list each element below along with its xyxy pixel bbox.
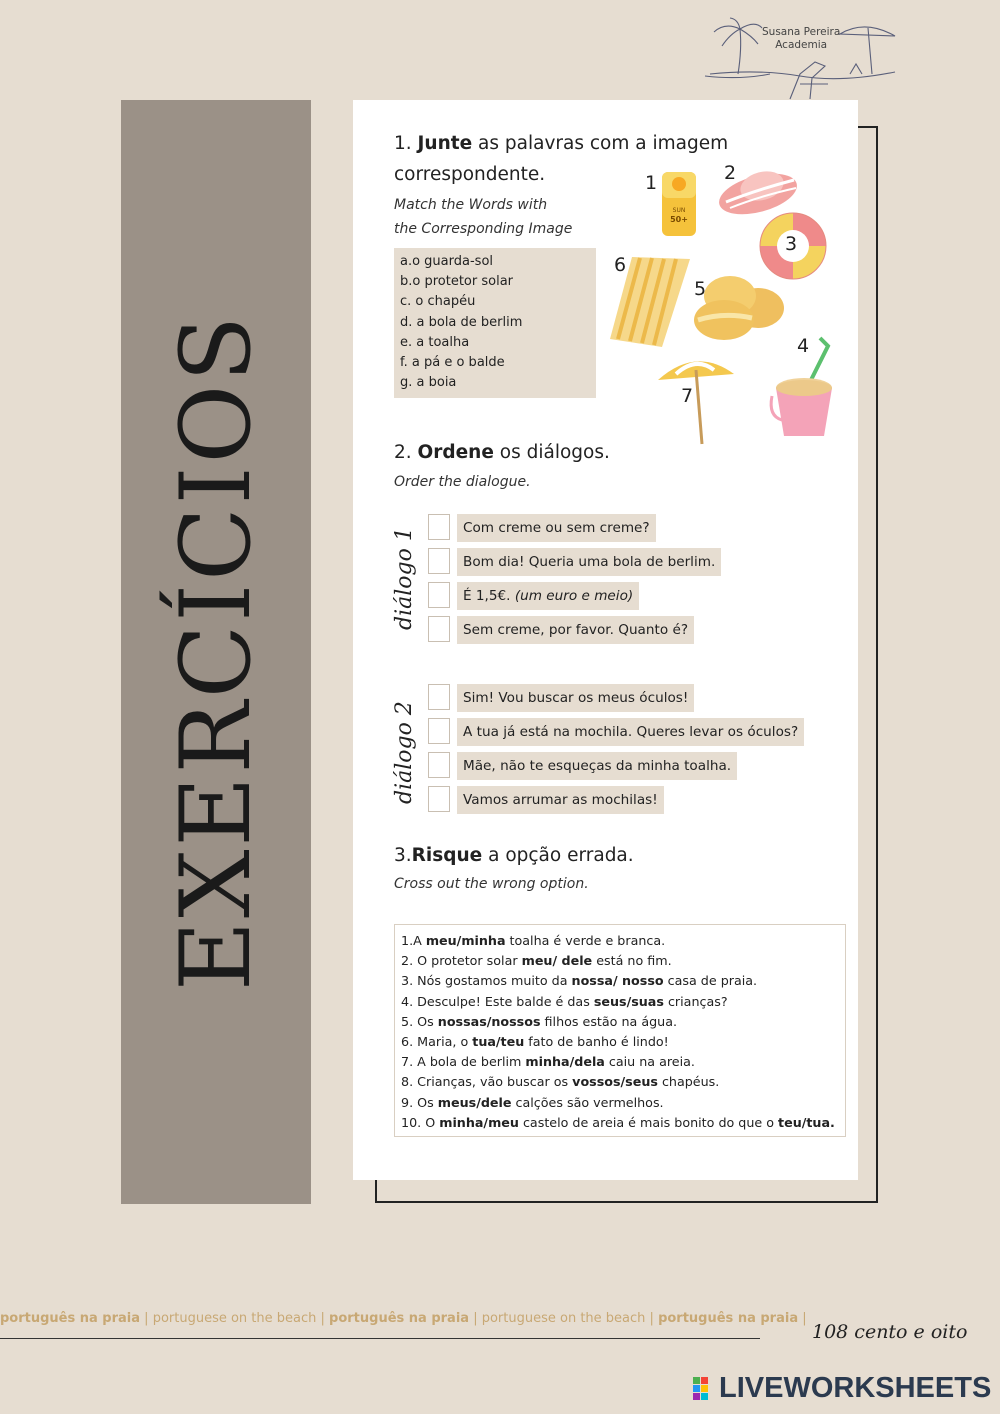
- exercise-3-title-rest: a opção errada.: [482, 845, 634, 866]
- exercise-3-verb: Risque: [411, 845, 483, 866]
- sentence: [401, 1052, 839, 1072]
- picture-number-6: 6: [614, 254, 627, 276]
- exercise-1-number: 1.: [394, 133, 418, 154]
- sentence-text: 1.A: [401, 933, 426, 948]
- sentence-text: 6. Maria, o: [401, 1034, 473, 1050]
- list-item: d. a bola de berlim: [400, 314, 523, 330]
- order-input[interactable]: [428, 718, 450, 744]
- option-pair[interactable]: minha/meu: [439, 1114, 519, 1130]
- bucket-spade-image: [766, 336, 842, 446]
- academy-logo: [700, 14, 900, 104]
- exercise-3-subtitle: Cross out the wrong option.: [394, 876, 589, 892]
- option-pair[interactable]: seus/suas: [593, 993, 664, 1009]
- footer-separator: |: [645, 1311, 659, 1326]
- dialogue-line: Com creme ou sem creme?: [457, 514, 656, 542]
- word-list: [394, 248, 596, 398]
- dialogue-1-label: diálogo 1: [392, 527, 417, 630]
- sentence: [401, 1072, 839, 1092]
- footer-separator: |: [316, 1311, 330, 1326]
- order-input[interactable]: [428, 514, 450, 540]
- sentence: [401, 931, 839, 951]
- sentence-text: está no fim.: [592, 953, 672, 969]
- sentence-text: 2. O protetor solar: [401, 953, 522, 969]
- footer-text: portuguese on the beach: [481, 1311, 646, 1326]
- sentence-text: chapéus.: [657, 1074, 720, 1090]
- exercise-1-subtitle: [394, 193, 624, 241]
- sentence-text: 8. Crianças, vão buscar os: [401, 1074, 573, 1090]
- exercise-2-number: 2.: [394, 442, 418, 463]
- list-item: c. o chapéu: [400, 294, 476, 310]
- dialogue-line: Mãe, não te esqueças da minha toalha.: [457, 752, 737, 780]
- sentence-text: 3. Nós gostamos muito da: [401, 973, 572, 989]
- option-pair[interactable]: meu/ dele: [521, 953, 593, 969]
- logo-name: Susana Pereira: [762, 26, 841, 38]
- sentence-text: 10. O: [401, 1114, 440, 1130]
- sentence-text: 4. Desculpe! Este balde é das: [401, 993, 594, 1009]
- option-pair[interactable]: nossas/nossos: [437, 1013, 541, 1029]
- sentence-box: [394, 924, 846, 1137]
- option-pair[interactable]: minha/dela: [525, 1054, 605, 1070]
- sentence: [401, 971, 839, 991]
- footer-text: português na praia: [658, 1311, 799, 1326]
- dialogue-line: [457, 582, 639, 610]
- picture-number-1: 1: [645, 172, 658, 194]
- sidebar: [121, 100, 311, 1204]
- dialogue-line: Bom dia! Queria uma bola de berlim.: [457, 548, 721, 576]
- sentence-text: 9. Os: [401, 1094, 438, 1110]
- svg-text:SUN: SUN: [672, 207, 686, 214]
- svg-text:50+: 50+: [670, 215, 688, 224]
- sentence: [401, 951, 839, 971]
- dialogue-line: Sim! Vou buscar os meus óculos!: [457, 684, 694, 712]
- option-pair[interactable]: nossa/ nosso: [571, 973, 664, 989]
- order-input[interactable]: [428, 582, 450, 608]
- exercise-1-subtitle-line1: Match the Words with: [394, 197, 548, 213]
- sentence: [401, 1012, 839, 1032]
- footer-divider: [0, 1338, 760, 1339]
- sun-hat-image: [716, 160, 802, 216]
- list-item: f. a pá e o balde: [400, 355, 505, 371]
- sentence-text: 5. Os: [401, 1013, 438, 1029]
- sentence-text: crianças?: [663, 993, 728, 1009]
- order-input[interactable]: [428, 684, 450, 710]
- order-input[interactable]: [428, 786, 450, 812]
- exercise-2-title: [394, 437, 610, 468]
- option-pair[interactable]: vossos/seus: [572, 1074, 658, 1090]
- list-item: b.o protetor solar: [400, 274, 514, 290]
- towel-image: [606, 253, 692, 351]
- sentence: [401, 1093, 839, 1113]
- option-pair[interactable]: tua/teu: [472, 1034, 525, 1050]
- order-input[interactable]: [428, 548, 450, 574]
- order-input[interactable]: [428, 616, 450, 642]
- sentence-text: filhos estão na água.: [540, 1013, 677, 1029]
- beach-umbrella-image: [654, 352, 738, 446]
- order-input[interactable]: [428, 752, 450, 778]
- logo-academy: Academia: [775, 39, 828, 51]
- bola-de-berlim-image: [688, 268, 788, 344]
- exercise-1-subtitle-line2: the Corresponding Image: [394, 221, 573, 237]
- sidebar-title: EXERCÍCIOS: [160, 313, 272, 991]
- exercise-2-subtitle: Order the dialogue.: [394, 474, 531, 490]
- sentence-text: calções são vermelhos.: [511, 1094, 664, 1110]
- list-item: e. a toalha: [400, 334, 470, 350]
- brand-text: LIVEWORKSHEETS: [719, 1372, 992, 1404]
- picture-number-7: 7: [681, 385, 694, 407]
- picture-number-3: 3: [785, 233, 798, 255]
- footer-separator: |: [798, 1311, 807, 1326]
- sentence-text: casa de praia.: [663, 973, 758, 989]
- sentence: [401, 1032, 839, 1052]
- sentence-text: castelo de areia é mais bonito do que o: [518, 1114, 779, 1130]
- picture-number-2: 2: [724, 162, 737, 184]
- exercise-1-title-rest: as palavras com a imagem: [472, 133, 729, 154]
- dialogue-2-label: diálogo 2: [392, 701, 417, 804]
- exercise-1-title: [394, 128, 754, 190]
- option-pair[interactable]: teu/tua.: [778, 1114, 835, 1130]
- list-item: a.o guarda-sol: [400, 254, 494, 269]
- liveworksheets-logo-icon: [693, 1377, 717, 1401]
- picture-number-4: 4: [797, 335, 810, 357]
- dialogue-line: A tua já está na mochila. Queres levar os óculos?: [457, 718, 804, 746]
- footer-text: portuguese on the beach: [152, 1311, 317, 1326]
- dialogue-line-italic: (um euro e meio): [510, 588, 634, 604]
- sentence-text: toalha é verde e branca.: [505, 933, 666, 948]
- dialogue-line-main: É 1,5€.: [463, 588, 511, 604]
- sentence: [401, 992, 839, 1012]
- option-pair[interactable]: meus/dele: [437, 1094, 512, 1110]
- list-item: g. a boia: [400, 375, 457, 391]
- footer-separator: |: [140, 1311, 153, 1326]
- option-pair[interactable]: meu/minha: [425, 933, 506, 948]
- page-number: 108 cento e oito: [812, 1321, 968, 1343]
- dialogue-line: Sem creme, por favor. Quanto é?: [457, 616, 694, 644]
- picture-number-5: 5: [694, 278, 707, 300]
- sentence-text: 7. A bola de berlim: [401, 1054, 526, 1070]
- exercise-3-title: [394, 840, 634, 871]
- footer-strip: [0, 1311, 807, 1326]
- exercise-3-number: 3.: [394, 845, 412, 866]
- exercise-2-verb: Ordene: [417, 442, 494, 463]
- dialogue-line: Vamos arrumar as mochilas!: [457, 786, 664, 814]
- footer-text: português na praia: [0, 1311, 141, 1326]
- exercise-2-title-rest: os diálogos.: [493, 442, 610, 463]
- footer-separator: |: [469, 1311, 482, 1326]
- exercise-1-title-line2: correspondente.: [394, 164, 546, 185]
- sentence-text: fato de banho é lindo!: [524, 1034, 669, 1050]
- sentence-text: caiu na areia.: [604, 1054, 695, 1070]
- logo-text: [762, 26, 840, 52]
- sunscreen-image: [660, 170, 698, 238]
- footer-text: português na praia: [329, 1311, 470, 1326]
- sentence: [401, 1113, 839, 1133]
- exercise-1-verb: Junte: [417, 133, 473, 154]
